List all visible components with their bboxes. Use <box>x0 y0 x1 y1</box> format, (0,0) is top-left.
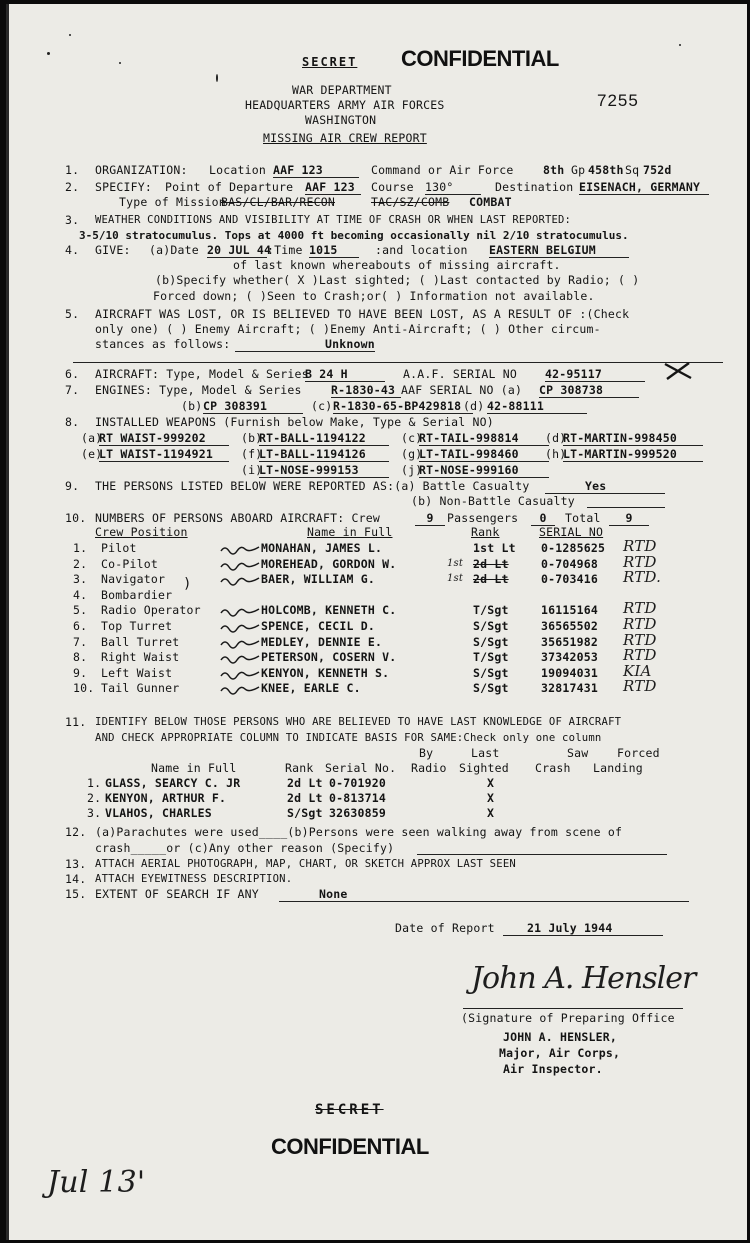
q2-course-label: Course <box>371 180 414 194</box>
q4-location: EASTERN BELGIUM <box>489 244 629 258</box>
crew-position: Bombardier <box>101 587 173 602</box>
crew-position: Navigator <box>101 572 166 587</box>
q6-serial-label: A.A.F. SERIAL NO <box>403 367 517 381</box>
witness-serial: 0-813714 <box>329 791 386 805</box>
crew-row-number: 6. <box>73 619 88 633</box>
crew-rank: S/Sgt <box>473 634 509 649</box>
q10-total: 9 <box>609 512 649 526</box>
q3-num: 3. <box>65 213 80 227</box>
crew-name: MEDLEY, DENNIE E. <box>261 634 383 649</box>
handwritten-checkmark <box>219 543 261 555</box>
weapon-label: (f) <box>241 447 263 461</box>
secret-heading: SECRET <box>302 55 358 69</box>
q8-label: INSTALLED WEAPONS (Furnish below Make, Type & Serial NO) <box>95 415 494 429</box>
witness-name: KENYON, ARTHUR F. <box>105 791 227 805</box>
q5-line3-label: stances as follows: <box>95 337 231 351</box>
crew-col-position: Crew Position <box>95 525 188 539</box>
q1-location-label: Location <box>209 163 266 177</box>
crew-position: Left Waist <box>101 665 173 680</box>
witness-sighted-mark: X <box>487 806 495 820</box>
q7-c-label: (c) <box>311 399 333 413</box>
q9-battle: Yes <box>545 480 665 494</box>
secret-struck-bottom: SECRET <box>315 1102 384 1118</box>
crew-status-note: RTD <box>623 677 657 696</box>
weapon-value: LT-NOSE-999153 <box>259 464 389 478</box>
q4-location-label: :and location <box>375 243 468 257</box>
q9-nonbattle <box>587 495 665 508</box>
handwritten-checkmark <box>219 683 261 695</box>
crew-status-note: RTD <box>623 599 657 618</box>
signature-line <box>463 1008 683 1009</box>
inspector-title1: Major, Air Corps, <box>499 1046 621 1060</box>
confidential-stamp-top: CONFIDENTIAL <box>401 46 559 71</box>
speck <box>47 52 50 55</box>
q5-line2: only one) ( ) Enemy Aircraft; ( )Enemy Anti-Aircraft; ( ) Other circum- <box>95 322 601 336</box>
q5-line1: AIRCRAFT WAS LOST, OR IS BELIEVED TO HAVE BEEN LOST, AS A RESULT OF :(Check <box>95 307 630 321</box>
crew-rank: S/Sgt <box>473 665 509 680</box>
q8-num: 8. <box>65 415 80 429</box>
witness-name: VLAHOS, CHARLES <box>105 806 212 820</box>
crew-name: KENYON, KENNETH S. <box>261 665 390 680</box>
q2-mission: COMBAT <box>469 195 512 209</box>
crew-rank: 2d Lt <box>473 556 509 571</box>
q11-line1: IDENTIFY BELOW THOSE PERSONS WHO ARE BELIEVED TO HAVE LAST KNOWLEDGE OF AIRCRAFT <box>95 716 622 728</box>
crew-row-number: 7. <box>73 634 88 649</box>
witness-serial: 0-701920 <box>329 776 386 790</box>
crew-row-number: 10. <box>73 681 95 696</box>
q1-num: 1. <box>65 163 80 177</box>
inspector-title2: Air Inspector. <box>503 1062 603 1076</box>
crew-status-note: RTD <box>623 630 657 649</box>
q2-label: SPECIFY: <box>95 180 152 194</box>
crew-serial: 37342053 <box>541 650 598 665</box>
q1-group-label: Gp <box>571 163 586 177</box>
q6-label: AIRCRAFT: Type, Model & Series <box>95 367 309 381</box>
witness-serial: 32630859 <box>329 806 386 820</box>
q5-line3-value: Unknown <box>235 338 375 352</box>
q1-command: 8th <box>543 163 565 177</box>
crew-rank: S/Sgt <box>473 619 509 633</box>
crew-rank: 2d Lt <box>473 572 509 587</box>
q2-mission-struck2: TAC/SZ/COMB <box>371 195 450 209</box>
q9-nonbattle-label: (b) Non-Battle Casualty <box>411 494 575 508</box>
q4-line3: (b)Specify whether( X )Last sighted; ( )Last contacted by Radio; ( ) <box>155 273 640 287</box>
crew-status-note: RTD. <box>623 568 662 587</box>
q6-num: 6. <box>65 367 80 381</box>
q11-h-sighted: Sighted <box>459 761 509 775</box>
crew-row-number: 8. <box>73 650 88 665</box>
weapon-value: RT-TAIL-998814 <box>419 432 549 446</box>
q2-mission-struck: BAS/CL/BAR/RECON <box>221 195 335 209</box>
weapon-value: RT WAIST-999202 <box>99 432 229 446</box>
crew-rank: 1st Lt <box>473 541 516 555</box>
q10-total-label: Total <box>565 511 601 525</box>
weapon-label: (i) <box>241 463 263 477</box>
weapon-value: LT-BALL-1194126 <box>259 448 389 462</box>
corner-handwriting: Jul 13' <box>47 1165 146 1200</box>
q2-departure: AAF 123 <box>305 181 361 195</box>
crew-rank-correction: 1st <box>447 573 464 585</box>
q1-squadron: 752d <box>643 163 672 177</box>
q4-time-label: :Time <box>267 243 303 257</box>
crew-serial: 19094031 <box>541 665 598 680</box>
q15-num: 15. <box>65 887 87 901</box>
crew-status-note: RTD <box>623 646 657 665</box>
q4-line2: of last known whereabouts of missing aircraft. <box>233 258 561 272</box>
witness-name: GLASS, SEARCY C. JR <box>105 776 241 790</box>
crew-row-number: 3. <box>73 572 88 587</box>
crew-rank: T/Sgt <box>473 603 509 618</box>
q13-text: ATTACH AERIAL PHOTOGRAPH, MAP, CHART, OR SKETCH APPROX LAST SEEN <box>95 858 516 870</box>
crew-col-rank: Rank <box>471 525 500 539</box>
divider <box>73 362 723 363</box>
q11-h-radio: Radio <box>411 761 447 775</box>
washington: WASHINGTON <box>305 113 377 127</box>
weapon-value: LT-TAIL-998460 <box>419 448 549 462</box>
handwritten-checkmark <box>219 559 261 571</box>
weapon-value: RT-NOSE-999160 <box>419 464 549 478</box>
q4-num: 4. <box>65 243 80 257</box>
q1-command-label: Command or Air Force <box>371 163 514 177</box>
crew-col-name: Name in Full <box>307 525 393 539</box>
witness-sighted-mark: X <box>487 791 495 805</box>
crew-serial: 0-703416 <box>541 572 598 587</box>
q7-serial-label: AAF SERIAL NO (a) <box>401 383 523 397</box>
weapon-label: (g) <box>401 447 423 461</box>
report-number: 7255 <box>597 91 639 110</box>
war-department: WAR DEPARTMENT <box>292 83 392 97</box>
crew-serial: 35651982 <box>541 634 598 649</box>
q1-squadron-label: Sq <box>625 163 640 177</box>
q12-line1: (a)Parachutes were used____(b)Persons were seen walking away from scene of <box>95 825 623 839</box>
witness-row-number: 3. <box>87 806 102 820</box>
crew-position: Tail Gunner <box>101 681 180 696</box>
handwritten-checkmark <box>219 652 261 664</box>
q11-h-saw: Saw <box>567 746 589 760</box>
q9-num: 9. <box>65 479 80 493</box>
q4-line4: Forced down; ( )Seen to Crash;or( ) Information not available. <box>153 289 595 303</box>
q2-num: 2. <box>65 180 80 194</box>
q14-text: ATTACH EYEWITNESS DESCRIPTION. <box>95 873 293 885</box>
crew-col-serial: SERIAL NO <box>539 525 604 539</box>
crew-serial: 0-1285625 <box>541 541 606 555</box>
witness-rank: S/Sgt <box>287 806 323 820</box>
witness-row-number: 1. <box>87 776 102 790</box>
crew-status-note: RTD <box>623 552 657 571</box>
weapon-value: RT-BALL-1194122 <box>259 432 389 446</box>
q11-h-name: Name in Full <box>151 761 237 775</box>
crew-status-note: RTD <box>623 537 657 555</box>
q11-line2: AND CHECK APPROPRIATE COLUMN TO INDICATE BASIS FOR SAME:Check only one column <box>95 732 602 744</box>
q3-value: 3-5/10 stratocumulus. Tops at 4000 ft becoming occasionally nil 2/10 stratocumulus. <box>79 229 629 242</box>
crew-position: Top Turret <box>101 619 173 633</box>
q11-h-crash: Crash <box>535 761 571 775</box>
q12-num: 12. <box>65 825 87 839</box>
signature-handwriting: John A. Hensler <box>471 961 696 996</box>
q11-h-landing: Landing <box>593 761 643 775</box>
q7-b-label: (b) <box>181 399 203 413</box>
q7-num: 7. <box>65 383 80 397</box>
q4-time: 1015 <box>309 244 359 258</box>
speck <box>216 74 218 82</box>
weapon-label: (b) <box>241 431 263 445</box>
q12-line2: crash_____or (c)Any other reason (Specify) <box>95 841 395 855</box>
crew-position: Pilot <box>101 541 137 555</box>
q7-a: CP 308738 <box>539 384 639 398</box>
q6-type: B 24 H <box>305 368 385 382</box>
speck <box>119 62 121 64</box>
handwritten-checkmark <box>219 637 261 649</box>
crew-name: KNEE, EARLE C. <box>261 681 361 696</box>
q10-num: 10. <box>65 511 87 525</box>
q1-group: 458th <box>588 163 624 177</box>
q10-crew: 9 <box>415 512 445 526</box>
q14-num: 14. <box>65 872 87 886</box>
crew-row-number: 9. <box>73 665 88 680</box>
q9-label: THE PERSONS LISTED BELOW WERE REPORTED AS:(a) Battle Casualty <box>95 479 530 493</box>
q2-mission-label: Type of Mission <box>119 195 226 209</box>
weapon-label: (h) <box>545 447 567 461</box>
q2-destination-label: Destination <box>495 180 574 194</box>
q7-type: R-1830-43 <box>331 384 401 398</box>
weapon-value: RT-MARTIN-998450 <box>563 432 703 446</box>
handwritten-checkmark <box>219 574 261 586</box>
weapon-label: (j) <box>401 463 423 477</box>
crew-name: SPENCE, CECIL D. <box>261 619 375 633</box>
weapon-label: (d) <box>545 431 567 445</box>
q15-value: None <box>279 888 689 902</box>
q2-departure-label: Point of Departure <box>165 180 294 194</box>
crew-name: MOREHEAD, GORDON W. <box>261 556 397 571</box>
crew-name: HOLCOMB, KENNETH C. <box>261 603 397 618</box>
weapon-label: (c) <box>401 431 423 445</box>
witness-sighted-mark: X <box>487 776 495 790</box>
crew-status-note: KIA <box>623 661 652 680</box>
q7-d-label: (d) <box>463 399 485 413</box>
q10-label: NUMBERS OF PERSONS ABOARD AIRCRAFT: Crew <box>95 511 380 525</box>
report-title: MISSING AIR CREW REPORT <box>263 131 427 145</box>
crew-status-note: RTD <box>623 615 657 633</box>
q7-label: ENGINES: Type, Model & Series <box>95 383 302 397</box>
handwritten-checkmark <box>219 668 261 680</box>
q11-h-last: Last <box>471 746 500 760</box>
q10-passengers-label: Passengers <box>447 511 519 525</box>
inspector-name: JOHN A. HENSLER, <box>503 1030 617 1044</box>
crew-serial: 0-704968 <box>541 556 598 571</box>
q7-d: 42-88111 <box>487 400 587 414</box>
q2-course: 130° <box>425 181 481 195</box>
crew-serial: 16115164 <box>541 603 598 618</box>
q3-label: WEATHER CONDITIONS AND VISIBILITY AT TIME OF CRASH OR WHEN LAST REPORTED: <box>95 214 572 226</box>
crew-position: Right Waist <box>101 650 180 665</box>
crew-row-number: 2. <box>73 556 88 571</box>
date-of-report: 21 July 1944 <box>503 922 663 936</box>
crew-row-number: 5. <box>73 603 88 618</box>
crew-row-number: 1. <box>73 541 88 555</box>
crew-name: PETERSON, COSERN V. <box>261 650 397 665</box>
weapon-value: LT-MARTIN-999520 <box>563 448 703 462</box>
q11-h-rank: Rank <box>285 761 314 775</box>
q1-label: ORGANIZATION: <box>95 163 188 177</box>
crew-serial: 32817431 <box>541 681 598 696</box>
handwritten-x-mark <box>661 360 697 382</box>
headquarters: HEADQUARTERS ARMY AIR FORCES <box>245 98 445 112</box>
bracket-mark: ) <box>183 576 192 592</box>
q11-num: 11. <box>65 715 87 729</box>
q4-date-label: (a)Date <box>149 243 199 257</box>
crew-position: Co-Pilot <box>101 556 158 571</box>
handwritten-checkmark <box>219 605 261 617</box>
crew-position: Ball Turret <box>101 634 180 649</box>
crew-row-number: 4. <box>73 587 88 602</box>
q11-h-serial: Serial No. <box>325 761 397 775</box>
q7-c: R-1830-65-BP429818 <box>333 400 473 414</box>
crew-serial: 36565502 <box>541 619 598 633</box>
q11-h-forced: Forced <box>617 746 660 760</box>
q15-label: EXTENT OF SEARCH IF ANY <box>95 887 259 901</box>
weapon-label: (a) <box>81 431 103 445</box>
weapon-label: (e) <box>81 447 103 461</box>
q1-location: AAF 123 <box>273 164 359 178</box>
crew-name: MONAHAN, JAMES L. <box>261 541 383 555</box>
signature-label: (Signature of Preparing Office <box>461 1011 675 1025</box>
witness-row-number: 2. <box>87 791 102 805</box>
q4-label: GIVE: <box>95 243 131 257</box>
crew-position: Radio Operator <box>101 603 201 618</box>
q7-b: CP 308391 <box>203 400 303 414</box>
speck <box>69 34 71 36</box>
q6-serial: 42-95117 <box>545 368 645 382</box>
crew-rank: T/Sgt <box>473 650 509 665</box>
crew-rank: S/Sgt <box>473 681 509 696</box>
witness-rank: 2d Lt <box>287 776 323 790</box>
q2-destination: EISENACH, GERMANY <box>579 181 709 195</box>
q12-blank-line <box>417 854 667 855</box>
crew-name: BAER, WILLIAM G. <box>261 572 375 587</box>
document-page <box>6 4 747 1240</box>
q10-passengers: 0 <box>531 512 555 526</box>
q5-num: 5. <box>65 307 80 321</box>
handwritten-checkmark <box>219 621 261 633</box>
crew-rank-correction: 1st <box>447 557 464 569</box>
q11-h-by: By <box>419 746 434 760</box>
q4-date: 20 JUL 44 <box>207 243 272 257</box>
speck <box>679 44 681 46</box>
weapon-value: LT WAIST-1194921 <box>99 448 229 462</box>
witness-rank: 2d Lt <box>287 791 323 805</box>
confidential-stamp-bottom: CONFIDENTIAL <box>271 1134 429 1159</box>
q13-num: 13. <box>65 857 87 871</box>
date-of-report-label: Date of Report <box>395 921 495 935</box>
